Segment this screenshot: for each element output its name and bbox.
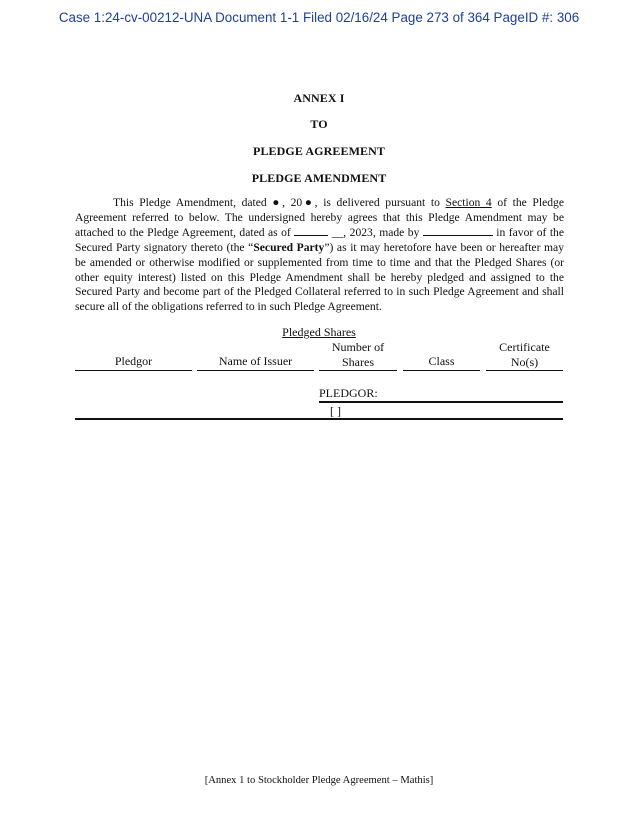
annex-heading: ANNEX I [293, 91, 345, 105]
to-heading: TO [310, 117, 328, 131]
body-text-part2: of the Pledge Agreement referred to below. The undersigned hereby agrees that this Pledge Amendment may be attached to the Pledge Agreement, dated as of [75, 196, 564, 240]
pledgor-name-placeholder: [ ] [330, 404, 341, 418]
case-header-stamp: Case 1:24-cv-00212-UNA Document 1-1 Filed 02/16/24 Page 273 of 364 PageID #: 306 [58, 10, 580, 25]
amendment-body-paragraph [75, 196, 564, 315]
column-header-name-of-issuer: Name of Issuer [197, 354, 314, 371]
date-blank [294, 225, 328, 236]
pledged-shares-title: Pledged Shares [282, 325, 356, 339]
pledgor-signature-label: PLEDGOR: [319, 386, 378, 400]
section-reference: Section 4 [445, 196, 492, 209]
body-text-part4: in favor of the Secured Party signatory thereto (the “ [75, 226, 564, 255]
column-header-number-of-shares: Number of Shares [319, 340, 397, 371]
column-header-certificate-numbers: Certificate No(s) [486, 340, 563, 371]
table-bottom-rule [75, 418, 563, 420]
page-footer: [Annex 1 to Stockholder Pledge Agreement – Mathis] [204, 775, 434, 786]
column-header-pledgor: Pledgor [75, 354, 192, 371]
pledge-agreement-heading: PLEDGE AGREEMENT [253, 144, 385, 158]
body-text-part5: ”) as it may heretofore have been or hereafter may be amended or otherwise modified or supplemented from time to time and that the Pledged Shares (or other equity interest) listed on this Pledge Amendment shall be hereby pledged and assigned to the Secured Party and become part of the Pledged Collateral referred to in such Pledge Agreement and shall secure all of the obligations referred to in such Pledge Agreement. [75, 241, 564, 313]
body-text-part1: This Pledge Amendment, dated ●, 20●, is delivered pursuant to [113, 196, 446, 209]
secured-party-defined-term: Secured Party [253, 241, 325, 255]
column-header-class: Class [403, 354, 480, 371]
party-blank [423, 225, 493, 236]
body-text-part3: __, 2023, made by [328, 226, 423, 240]
pledgor-signature-line [319, 401, 563, 403]
pledge-amendment-heading: PLEDGE AMENDMENT [251, 171, 387, 185]
